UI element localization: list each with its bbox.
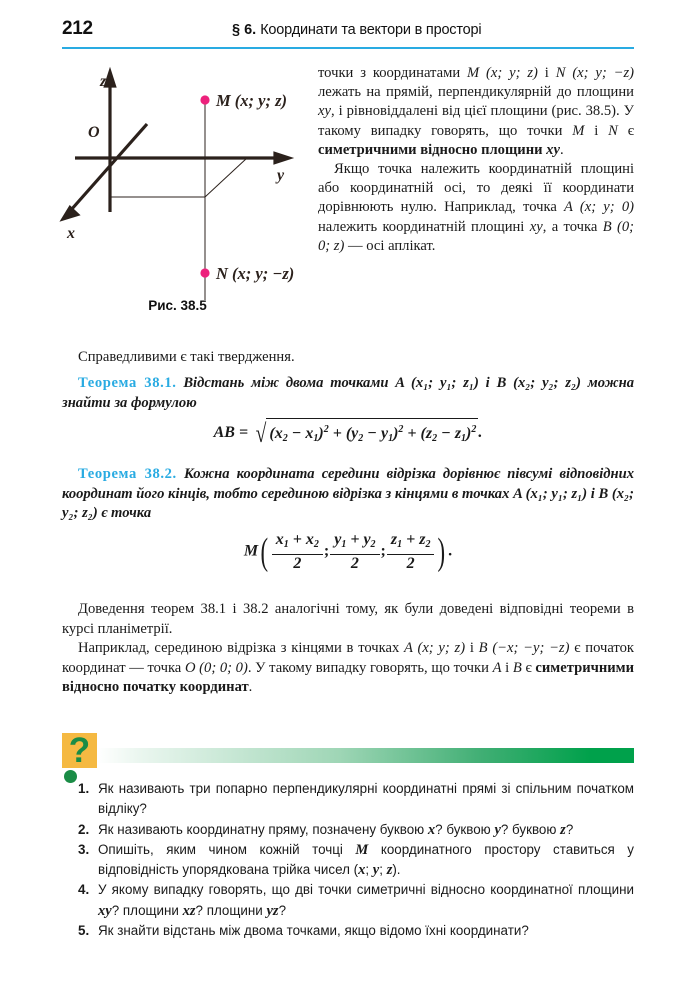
- question-glyph: ?: [68, 731, 91, 770]
- theorem-1-point-a: A (x₁; y₁; z₁): [395, 375, 479, 391]
- paragraph-symmetry-plane: точки з координатами M (x; y; z) і N (x; y; −z) лежать на прямій, перпендикулярній до площини xy, і рівновіддалені від цієї площини (рис. 38.5). У такому випадку говорять, що точки M і N є симетричними відносно площини xy.: [318, 65, 634, 158]
- formula-distance: AB = √ $(x_2 - x_1)^2 + (y_2 - y_1)^2 + (z_2 - z_1)^2$ .: [213, 419, 483, 449]
- section-title: Координати та вектори в просторі: [260, 22, 482, 38]
- origin-label: O: [88, 124, 100, 141]
- theorem-1-label: Теорема 38.1.: [78, 375, 177, 391]
- page-number: 212: [62, 18, 93, 39]
- radicand: $(x_2 - x_1)^2 + (y_2 - y_1)^2 + (z_2 - z_1)^2$: [266, 418, 478, 449]
- question-item-3: [78, 840, 634, 881]
- page-header: [62, 18, 632, 50]
- questions-list: [78, 779, 634, 941]
- theorem-2-point-b: B (x₂; y₂; z₂): [62, 485, 634, 522]
- question-item-4: [78, 880, 634, 921]
- question-text: Опишіть, яким чином кожній точці M координатного простору ставиться у відповідність упорядкована трійка чисел (x; y; z).: [98, 841, 634, 879]
- question-text: Як називають три попарно перпендикулярні координатні прямі зі спільним початком відліку?: [98, 781, 634, 817]
- frac-x: $\frac{x_1 + x_2}{2}$: [272, 532, 323, 572]
- question-text: У якому випадку говорять, що дві точки симетричні відносно координатної площини xy? площини xz? площини yz?: [98, 882, 634, 919]
- point-n-inline: N (x; y; −z): [555, 65, 634, 81]
- frac-z: $\frac{z_1 + z_2}{2}$: [387, 532, 435, 572]
- paragraph-proof-note: [62, 600, 634, 698]
- question-item-5: [78, 921, 634, 941]
- paragraph-statements-intro: Справедливими є такі твердження.: [78, 349, 295, 365]
- plane-xy-inline: xy: [318, 103, 331, 120]
- question-number: 3.: [78, 841, 90, 857]
- paragraph-dovedennya: Доведення теорем 38.1 і 38.2 аналогічні тому, як були доведені відповідні теореми в курсі планіметрії.: [62, 601, 634, 637]
- coordinate-axes-diagram: [45, 60, 310, 300]
- point-m-marker: [200, 95, 209, 104]
- axis-label-z: z: [100, 73, 107, 90]
- header-divider-rule: [62, 47, 634, 49]
- section-gradient-bar: [97, 748, 634, 763]
- green-bullet-dot: [64, 770, 77, 783]
- theorem-1-point-b: B (x₂; y₂; z₂): [496, 375, 581, 391]
- right-column-text: [318, 64, 634, 256]
- frac-y: $\frac{y_1 + y_2}{2}$: [330, 532, 379, 572]
- axis-label-y: y: [277, 167, 285, 184]
- figure-38-5: [45, 60, 310, 325]
- point-m-inline: M (x; y; z): [467, 65, 538, 81]
- question-number: 2.: [78, 821, 90, 837]
- axis-label-x: x: [67, 225, 75, 242]
- term-symmetric-origin: симетричними відносно початку координат: [62, 659, 634, 696]
- term-symmetric-plane: симетричними відносно площини: [318, 141, 547, 158]
- sqrt-expression: [252, 418, 478, 449]
- question-item-2: [78, 820, 634, 840]
- running-head: [232, 21, 481, 39]
- point-b-inline: B (0; 0; z): [318, 218, 634, 254]
- point-n-marker: [200, 268, 209, 277]
- theorem-38-1: Теорема 38.1. Відстань між двома точками A (x₁; y₁; z₁) і B (x₂; y₂; z₂) можна знайти за формулою AB = √ $(x_2 - x_1)^2 + (y_2 - y_1)^2 + (z_2 - z_1)^2$ .: [62, 375, 635, 449]
- figure-caption: Рис. 38.5: [148, 298, 207, 313]
- paragraph-origin-symmetry: Наприклад, серединою відрізка з кінцями в точках A (x; y; z) і B (−x; −y; −z) є початок координат — точка O (0; 0; 0). У такому випадку говорять, що точки A і B є симетричними відносно початку координат.: [62, 640, 634, 696]
- theorem-38-2: Теорема 38.2. Кожна координата середини відрізка дорівнює півсумі відповідних координат його кінців, тобто серединою відрізка з кінцями в точках A (x₁; y₁; z₁) і B (x₂; y₂; z₂) є точка M( $\frac{x_1 + x_2}{2}$ ; $\frac{y_1 + y_2}{2}$ ; $\frac{z_1 + z_2}{2}$ ) .: [62, 466, 634, 573]
- section-mark: § 6.: [232, 22, 257, 38]
- question-number: 5.: [78, 923, 90, 939]
- right-paren: ): [438, 530, 446, 573]
- question-number: 4.: [78, 882, 90, 898]
- theorem-2-point-a: A (x₁; y₁; z₁): [513, 485, 588, 502]
- left-paren: (: [260, 530, 269, 573]
- question-number: 1.: [78, 781, 90, 796]
- radical-sign: √: [255, 419, 267, 449]
- point-n-label: N (x; y; −z): [216, 264, 295, 283]
- question-text: Як називають координатну пряму, позначену буквою x? буквою y? буквою z?: [98, 821, 574, 838]
- formula-midpoint: M( $\frac{x_1 + x_2}{2}$ ; $\frac{y_1 + y_2}{2}$ ; $\frac{z_1 + z_2}{2}$ ) .: [243, 530, 453, 573]
- question-text: Як знайти відстань між двома точками, якщо відомо їхні координати?: [98, 923, 529, 939]
- point-a-inline: A (x; y; 0): [564, 199, 634, 216]
- paragraph-zero-coordinates: Якщо точка належить координатній площині або координатній осі, то деякі її координати дорівнюють нулю. Наприклад, точка A (x; y; 0) належить координатній площині xy, а точка B (0; 0; z) — осі аплікат.: [318, 161, 634, 254]
- question-mark-icon: [62, 733, 97, 768]
- theorem-2-label: Теорема 38.2.: [78, 466, 177, 482]
- point-m-label: M (x; y; z): [216, 91, 288, 110]
- question-item-1: [78, 779, 634, 820]
